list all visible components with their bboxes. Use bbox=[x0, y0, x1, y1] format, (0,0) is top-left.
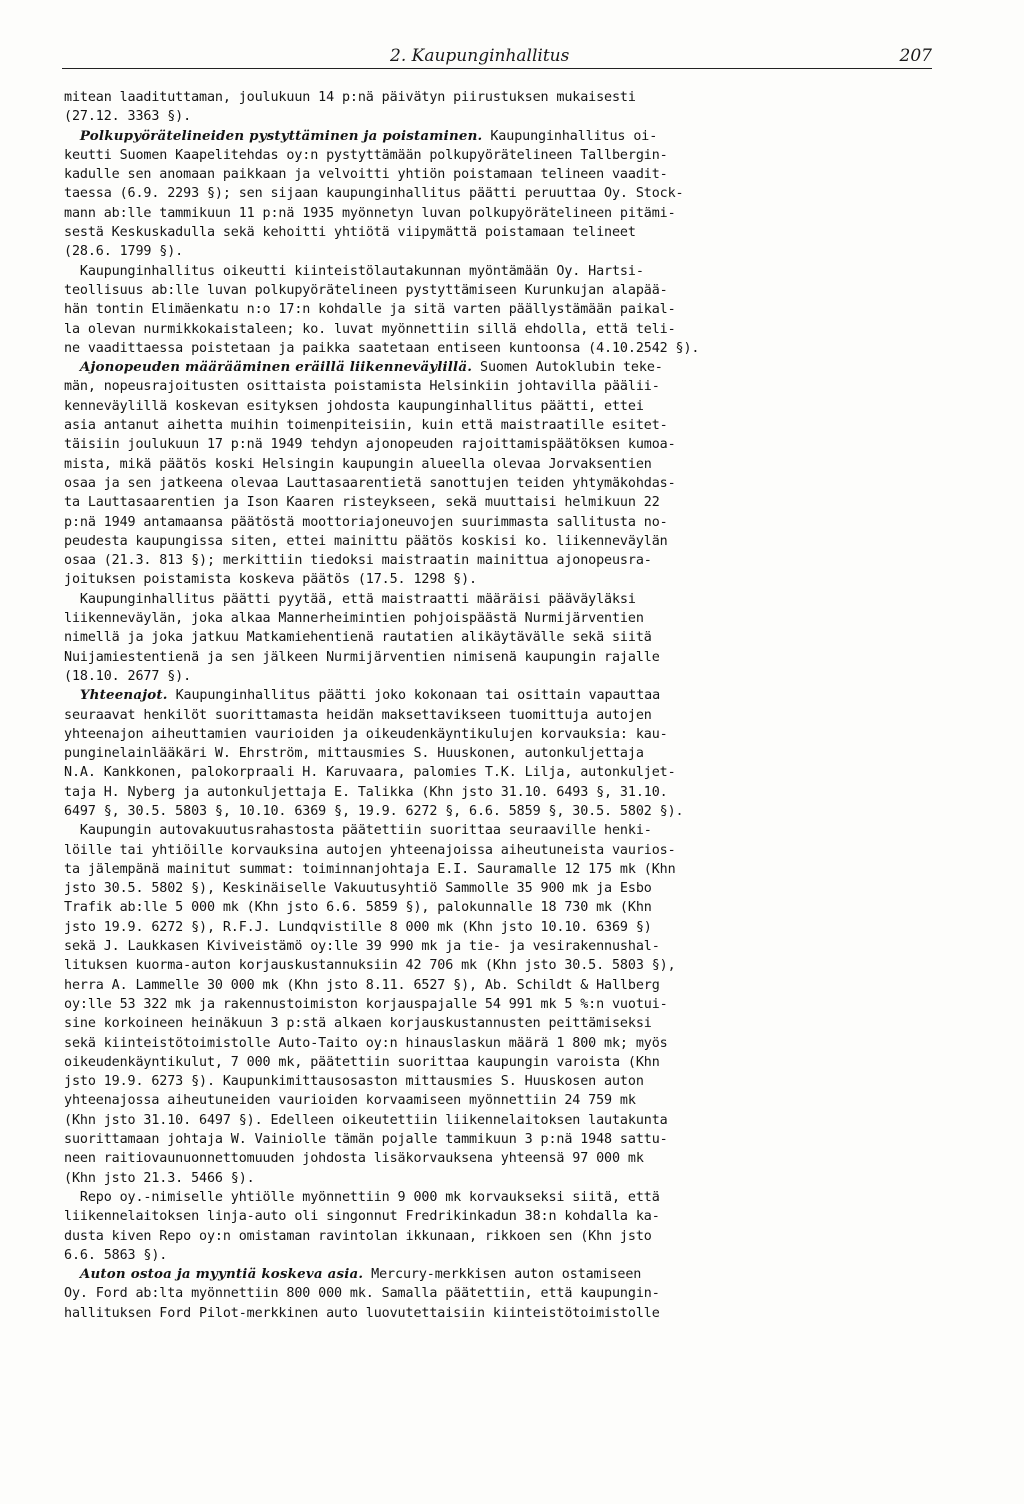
page-number: 207 bbox=[899, 46, 932, 66]
line-text: ta jälempänä mainitut summat: toiminnanjohtaja E.I. Sauramalle 12 175 mk (Khn bbox=[64, 861, 676, 877]
text-line bbox=[64, 783, 964, 802]
text-line bbox=[64, 590, 964, 609]
text-line bbox=[64, 609, 964, 628]
line-text: hallituksen Ford Pilot-merkkinen auto luovutettaisiin kiinteistötoimistolle bbox=[64, 1305, 660, 1321]
line-text: täisiin joulukuun 17 p:nä 1949 tehdyn ajonopeuden rajoittamispäätöksen kumoa- bbox=[64, 437, 676, 453]
body-text bbox=[64, 88, 964, 1323]
line-text: nimellä ja joka jatkuu Matkamiehentienä rautatien alikäytävälle sekä siitä bbox=[64, 630, 652, 646]
text-line bbox=[64, 320, 964, 339]
line-text: Trafik ab:lle 5 000 mk (Khn jsto 6.6. 5859 §), palokunnalle 18 730 mk (Khn bbox=[64, 900, 652, 916]
text-line bbox=[64, 1284, 964, 1303]
line-text: herra A. Lammelle 30 000 mk (Khn jsto 8.11. 6527 §), Ab. Schildt & Hallberg bbox=[64, 977, 660, 993]
text-line bbox=[64, 281, 964, 300]
text-line bbox=[64, 1053, 964, 1072]
line-text: mitean laadituttaman, joulukuun 14 p:nä päivätyn piirustuksen mukaisesti bbox=[64, 90, 636, 105]
text-line bbox=[64, 725, 964, 744]
line-text: sekä kiinteistötoimistolle Auto-Taito oy:n hinauslaskun määrä 1 800 mk; myös bbox=[64, 1035, 668, 1051]
line-text: osaa (21.3. 813 §); merkittiin tiedoksi maistraatin mainittua ajonopeusra- bbox=[64, 553, 652, 569]
line-text: p:nä 1949 antamaansa päätöstä moottoriajoneuvojen suurimmasta sallitusta no- bbox=[64, 514, 668, 530]
line-text: dusta kiven Repo oy:n omistaman ravintolan ikkunaan, rikkoen sen (Khn jsto bbox=[64, 1228, 652, 1244]
text-line bbox=[64, 1014, 964, 1033]
text-line bbox=[64, 918, 964, 937]
line-text: Kaupunginhallitus oikeutti kiinteistölautakunnan myöntämään Oy. Hartsi- bbox=[64, 263, 644, 279]
line-text: la olevan nurmikkokaistaleen; ko. luvat myönnettiin sillä ehdolla, että teli- bbox=[64, 321, 676, 337]
section-heading: Yhteenajot. bbox=[79, 687, 168, 704]
line-text: suorittamaan johtaja W. Vainiolle tämän pojalle tammikuun 3 p:nä 1948 sattu- bbox=[64, 1132, 668, 1148]
text-line bbox=[64, 898, 964, 917]
text-line bbox=[64, 435, 964, 454]
line-text: (Khn jsto 31.10. 6497 §). Edelleen oikeutettiin liikennelaitoksen lautakunta bbox=[64, 1112, 668, 1128]
line-text: män, nopeusrajoitusten osittaista poistamista Helsinkiin johtavilla päälii- bbox=[64, 379, 660, 395]
line-text: osaa ja sen jatkeena olevaa Lauttasaarentietä sanottujen teiden yhtymäkohdas- bbox=[64, 475, 676, 491]
text-line bbox=[64, 184, 964, 203]
text-line bbox=[64, 339, 964, 358]
line-text: asia antanut aihetta muihin toimenpiteisiin, kuin että maistraatille esitet- bbox=[64, 418, 668, 434]
line-text: löille tai yhtiöille korvauksina autojen yhteenajoissa aiheutuneista vaurios- bbox=[64, 842, 676, 858]
text-line bbox=[64, 397, 964, 416]
line-text: liikennelaitoksen linja-auto oli singonnut Fredrikinkadun 38:n kohdalla ka- bbox=[64, 1209, 660, 1225]
line-text: mista, mikä päätös koski Helsingin kaupungin alueella olevaa Jorvaksentien bbox=[64, 456, 652, 472]
line-text: oikeudenkäyntikulut, 7 000 mk, päätettiin suorittaa kaupungin varoista (Khn bbox=[64, 1054, 660, 1070]
line-text: (28.6. 1799 §). bbox=[64, 244, 184, 260]
line-text: oy:lle 53 322 mk ja rakennustoimiston korjauspajalle 54 991 mk 5 %:n vuotui- bbox=[64, 996, 668, 1012]
line-text: (27.12. 3363 §). bbox=[64, 109, 192, 125]
text-line bbox=[64, 1246, 964, 1265]
line-text: ne vaadittaessa poistetaan ja paikka saatetaan entiseen kuntoonsa (4.10.2542 §). bbox=[64, 340, 700, 356]
text-line bbox=[64, 956, 964, 975]
line-text: liikenneväylän, joka alkaa Mannerheimintien pohjoispäästä Nurmijärventien bbox=[64, 611, 644, 627]
text-line bbox=[64, 1169, 964, 1188]
text-line bbox=[64, 1091, 964, 1110]
text-line bbox=[64, 1227, 964, 1246]
text-line bbox=[64, 1034, 964, 1053]
line-text: Kaupungin autovakuutusrahastosta päätettiin suorittaa seuraaville henki- bbox=[64, 823, 652, 839]
line-text: taessa (6.9. 2293 §); sen sijaan kaupunginhallitus päätti peruuttaa Oy. Stock- bbox=[64, 186, 684, 202]
text-line bbox=[64, 242, 964, 261]
line-text: Suomen Autoklubin teke- bbox=[472, 360, 663, 376]
text-line bbox=[64, 976, 964, 995]
text-line bbox=[64, 223, 964, 242]
line-text: teollisuus ab:lle luvan polkupyörätelineen pystyttämiseen Kurunkujan alapää- bbox=[64, 282, 668, 298]
section-heading: Polkupyörätelineiden pystyttäminen ja poistaminen. bbox=[79, 127, 483, 144]
line-text: jsto 19.9. 6272 §), R.F.J. Lundqvistille 8 000 mk (Khn jsto 10.10. 6369 §) bbox=[64, 919, 652, 935]
line-text: hän tontin Elimäenkatu n:o 17:n kohdalle ja sitä varten päällystämään paikal- bbox=[64, 302, 676, 318]
text-line bbox=[64, 841, 964, 860]
text-line bbox=[64, 1188, 964, 1207]
text-line bbox=[64, 88, 964, 107]
text-line bbox=[64, 146, 964, 165]
text-line bbox=[64, 763, 964, 782]
text-line bbox=[64, 107, 964, 126]
section-heading: Auton ostoa ja myyntiä koskeva asia. bbox=[79, 1266, 364, 1283]
text-line bbox=[64, 570, 964, 589]
page-header bbox=[62, 44, 932, 69]
text-line bbox=[64, 879, 964, 898]
text-line bbox=[64, 744, 964, 763]
line-text: yhteenajon aiheuttamien vaurioiden ja oikeudenkäyntikulujen korvauksia: kau- bbox=[64, 726, 668, 742]
line-text: 6.6. 5863 §). bbox=[64, 1247, 168, 1263]
line-text: seuraavat henkilöt suorittamasta heidän maksettavikseen tuomittuja autojen bbox=[64, 707, 652, 723]
line-text: Nuijamiestentienä ja sen jälkeen Nurmijärventien nimisenä kaupungin rajalle bbox=[64, 649, 660, 665]
text-line bbox=[64, 1207, 964, 1226]
line-text: neen raitiovaunuonnettomuuden johdosta lisäkorvauksena yhteensä 97 000 mk bbox=[64, 1151, 644, 1167]
text-line bbox=[64, 455, 964, 474]
line-text: taja H. Nyberg ja autonkuljettaja E. Talikka (Khn jsto 31.10. 6493 §, 31.10. bbox=[64, 784, 668, 800]
line-text: ta Lauttasaarentien ja Ison Kaaren risteykseen, sekä muuttaisi helmikuun 22 bbox=[64, 495, 660, 511]
text-line bbox=[64, 300, 964, 319]
text-line bbox=[64, 1130, 964, 1149]
line-text: N.A. Kankkonen, palokorpraali H. Karuvaara, palomies T.K. Lilja, autonkuljet- bbox=[64, 765, 676, 781]
line-text: joituksen poistamista koskeva päätös (17.5. 1298 §). bbox=[64, 572, 477, 588]
text-line bbox=[64, 667, 964, 686]
line-text: Kaupunginhallitus päätti pyytää, että maistraatti määräisi pääväyläksi bbox=[64, 591, 636, 607]
text-line bbox=[64, 127, 964, 146]
line-text: kenneväylillä koskevan esityksen johdosta kaupunginhallitus päätti, ettei bbox=[64, 398, 644, 414]
text-line bbox=[64, 686, 964, 705]
text-line bbox=[64, 416, 964, 435]
line-text: sekä J. Laukkasen Kiviveistämö oy:lle 39 990 mk ja tie- ja vesirakennushal- bbox=[64, 939, 660, 955]
text-line bbox=[64, 204, 964, 223]
text-line bbox=[64, 937, 964, 956]
line-text: Mercury-merkkisen auton ostamiseen bbox=[363, 1267, 642, 1283]
line-text: (18.10. 2677 §). bbox=[64, 668, 192, 684]
text-line bbox=[64, 1111, 964, 1130]
line-text: yhteenajossa aiheutuneiden vaurioiden korvaamiseen myönnettiin 24 759 mk bbox=[64, 1093, 636, 1109]
line-text: keutti Suomen Kaapelitehdas oy:n pystyttämään polkupyörätelineen Tallbergin- bbox=[64, 147, 668, 163]
text-line bbox=[64, 165, 964, 184]
line-text: kadulle sen anomaan paikkaan ja velvoitti yhtiön poistamaan telineen vaadit- bbox=[64, 167, 668, 183]
text-line bbox=[64, 358, 964, 377]
text-line bbox=[64, 532, 964, 551]
line-text: sestä Keskuskadulla sekä kehoitti yhtiötä viipymättä poistamaan telineet bbox=[64, 225, 636, 241]
text-line bbox=[64, 648, 964, 667]
line-text: Kaupunginhallitus oi- bbox=[482, 128, 658, 144]
line-text: jsto 30.5. 5802 §), Keskinäiselle Vakuutusyhtiö Sammolle 35 900 mk ja Esbo bbox=[64, 881, 652, 897]
line-text: Kaupunginhallitus päätti joko kokonaan tai osittain vapauttaa bbox=[167, 688, 661, 704]
text-line bbox=[64, 802, 964, 821]
text-line bbox=[64, 1149, 964, 1168]
text-line bbox=[64, 1072, 964, 1091]
text-line bbox=[64, 628, 964, 647]
line-text: Repo oy.-nimiselle yhtiölle myönnettiin 9 000 mk korvaukseksi siitä, että bbox=[64, 1189, 660, 1205]
line-text: Oy. Ford ab:lta myönnettiin 800 000 mk. Samalla päätettiin, että kaupungin- bbox=[64, 1286, 660, 1302]
line-text: jsto 19.9. 6273 §). Kaupunkimittausosaston mittausmies S. Huuskosen auton bbox=[64, 1074, 644, 1090]
line-text: sine korkoineen heinäkuun 3 p:stä alkaen korjauskustannusten peittämiseksi bbox=[64, 1016, 652, 1032]
text-line bbox=[64, 860, 964, 879]
text-line bbox=[64, 551, 964, 570]
text-line bbox=[64, 493, 964, 512]
line-text: mann ab:lle tammikuun 11 p:nä 1935 myönnetyn luvan polkupyörätelineen pitämi- bbox=[64, 205, 676, 221]
line-text: (Khn jsto 21.3. 5466 §). bbox=[64, 1170, 255, 1186]
text-line bbox=[64, 377, 964, 396]
section-heading: Ajonopeuden määrääminen eräillä liikenneväylillä. bbox=[79, 359, 473, 376]
line-text: lituksen kuorma-auton korjauskustannuksiin 42 706 mk (Khn jsto 30.5. 5803 §), bbox=[64, 958, 676, 974]
text-line bbox=[64, 821, 964, 840]
text-line bbox=[64, 706, 964, 725]
line-text: punginelainlääkäri W. Ehrström, mittausmies S. Huuskonen, autonkuljettaja bbox=[64, 746, 644, 762]
text-line bbox=[64, 262, 964, 281]
line-text: 6497 §, 30.5. 5803 §, 10.10. 6369 §, 19.9. 6272 §, 6.6. 5859 §, 30.5. 5802 §). bbox=[64, 803, 684, 819]
text-line bbox=[64, 1265, 964, 1284]
text-line bbox=[64, 474, 964, 493]
line-text: peudesta kaupungissa siten, ettei mainittu päätös koskisi ko. liikenneväylän bbox=[64, 533, 668, 549]
running-title: 2. Kaupunginhallitus bbox=[390, 46, 570, 66]
text-line bbox=[64, 995, 964, 1014]
text-line bbox=[64, 513, 964, 532]
text-line bbox=[64, 1304, 964, 1323]
